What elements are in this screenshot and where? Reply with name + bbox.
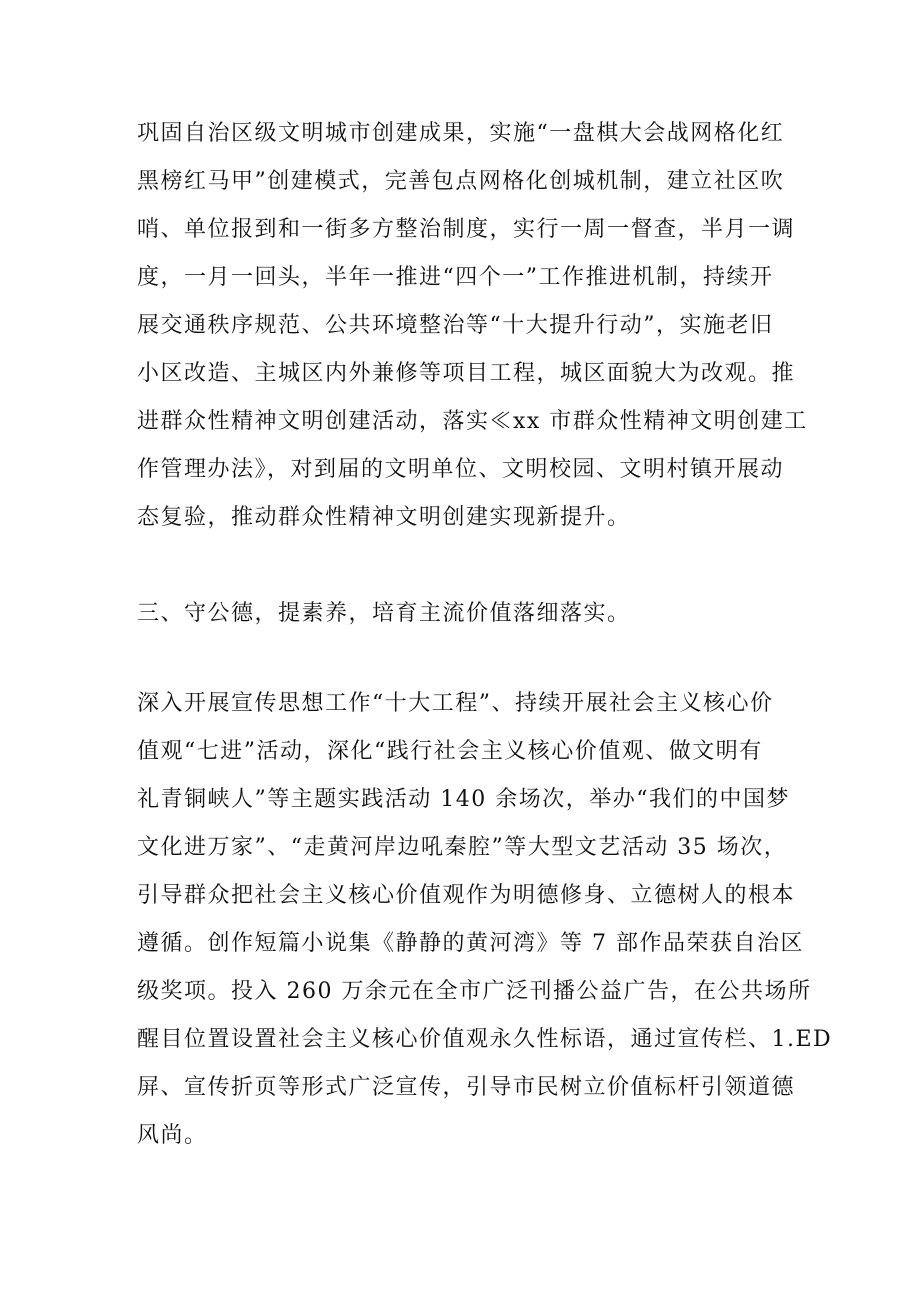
paragraph-core-values	[137, 680, 833, 1160]
text-line: 黑榜红马甲”创建模式，完善包点网格化创城机制，建立社区吹	[137, 169, 785, 194]
text-line: 展交通秩序规范、公共环境整治等“十大提升行动”，实施老旧	[137, 313, 774, 338]
text-line: 遵循。创作短篇小说集《静静的黄河湾》等 7 部作品荣获自治区	[137, 931, 804, 956]
text-line: 引导群众把社会主义核心价值观作为明德修身、立德树人的根本	[137, 883, 796, 908]
text-line: 礼青铜峡人”等主题实践活动 140 余场次，举办“我们的中国梦	[137, 787, 790, 812]
text-line: 屏、宣传折页等形式广泛宣传，引导市民树立价值标杆引领道德	[137, 1075, 796, 1100]
text-line: 进群众性精神文明创建活动，落实≪xx 市群众性精神文明创建工	[137, 409, 808, 434]
section-heading	[137, 590, 797, 638]
text-line: 风尚。	[137, 1123, 208, 1148]
text-line: 小区改造、主城区内外兼修等项目工程，城区面貌大为改观。推	[137, 361, 796, 386]
text-line: 度，一月一回头，半年一推进“四个一”工作推进机制，持续开	[137, 265, 774, 290]
text-line: 醒目位置设置社会主义核心价值观永久性标语，通过宣传栏、1.ED	[137, 1027, 833, 1052]
text-line: 巩固自治区级文明城市创建成果，实施“一盘棋大会战网格化红	[137, 121, 785, 146]
heading-text: 三、守公德，提素养，培育主流价值落细落实。	[137, 601, 631, 626]
text-line: 哨、单位报到和一街多方整治制度，实行一周一督查，半月一调	[137, 217, 796, 242]
text-line: 值观“七进”活动，深化“践行社会主义核心价值观、做文明有	[137, 739, 763, 764]
text-line: 态复验，推动群众性精神文明创建实现新提升。	[137, 505, 631, 530]
text-line: 深入开展宣传思想工作“十大工程”、持续开展社会主义核心价	[137, 691, 774, 716]
paragraph-civilized-city	[137, 110, 808, 542]
text-line: 文化进万家”、“走黄河岸边吼秦腔”等大型文艺活动 35 场次，	[137, 835, 788, 860]
text-line: 级奖项。投入 260 万余元在全市广泛刊播公益广告，在公共场所	[137, 979, 812, 1004]
text-line: 作管理办法》，对到届的文明单位、文明校园、文明村镇开展动	[137, 457, 785, 482]
